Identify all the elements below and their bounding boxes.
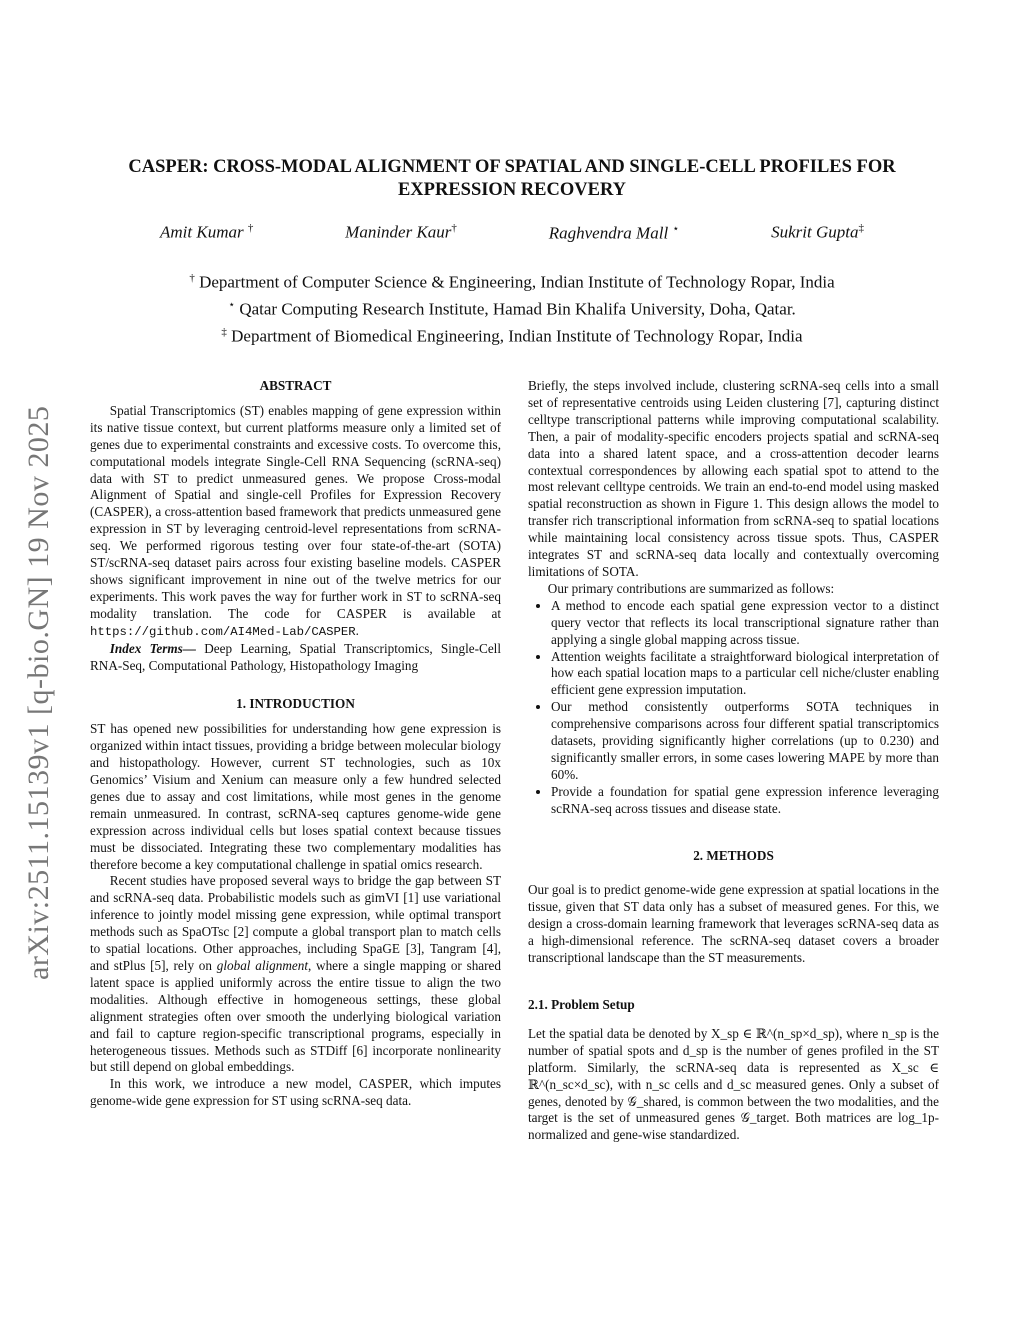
paper-title: [80, 156, 944, 202]
list-item: • A method to encode each spatial gene expression vector to a distinct query vector that reflects its local transcriptional signature rather than applying a single global mapping across tissue.: [551, 598, 939, 649]
left-column: [90, 378, 501, 1110]
methods-paragraph: Our goal is to predict genome-wide gene expression at spatial locations in the tissue, given that ST data only has a subset of measured genes. For this, we design a cross-domain learning framework that leverages scRNA-seq data as a high-dimensional reference. The scRNA-seq dataset covers a broader transcriptional landscape than the ST measurements.: [528, 882, 939, 966]
affiliation: ‡ Department of Biomedical Engineering, Indian Institute of Technology Ropar, India: [221, 326, 803, 346]
methods-heading: 2. METHODS: [693, 847, 774, 863]
list-item: • Our method consistently outperforms SOTA techniques in comprehensive comparisons across four different spatial transcriptomics datasets, providing significantly higher correlations (up to 0.230) and significantly smaller errors, in some cases lowering MAPE by more than 60%.: [551, 699, 939, 784]
code-link[interactable]: https://github.com/AI4Med-Lab/CASPER: [90, 624, 356, 639]
right-column: [528, 378, 939, 1144]
contributions-list: [528, 598, 939, 818]
author: Sukrit Gupta‡: [771, 222, 864, 242]
intro-continuation: Briefly, the steps involved include, clustering scRNA-seq cells into a small set of representative centroids using Leiden clustering [7], capturing distinct celltype transcriptional patterns while improving computational scalability. Then, a pair of modality-specific encoders projects spatial and scRNA-seq data into a shared latent space, and a cross-attention decoder learns contextual correspondences by allowing each spatial spot to attend to the most relevant celltype centroids. We train an end-to-end model using masked spatial reconstruction as shown in Figure 1. This design allows the model to transfer rich transcriptional information from scRNA-seq to spatial locations while maintaining local consistency across tissue spots. Thus, CASPER integrates ST and scRNA-seq data locally and contextually overcoming limitations of SOTA.: [528, 378, 939, 579]
contributions-intro: Our primary contributions are summarized as follows:: [547, 580, 835, 596]
author-list: [160, 222, 864, 244]
affiliations: [80, 267, 944, 348]
list-item: • Attention weights facilitate a straightforward biological interpretation of how each spatial location maps to a particular cell niche/cluster enabling efficient gene expression imputation.: [551, 649, 939, 700]
abstract-body: Spatial Transcriptomics (ST) enables mapping of gene expression within its native tissue context, but current platforms measure only a limited set of genes due to experimental constraints and excessive costs. To overcome this, computational models integrate Single-Cell RNA Sequencing (scRNA-seq) data with ST to predict unmeasured genes. We propose Cross-modal Alignment of Spatial and single-cell Profiles for Expression Recovery (CASPER), a cross-attention based framework that predicts unmeasured gene expression in ST by leveraging centroid-level representations from scRNA-seq. We performed rigorous testing over four state-of-the-art (SOTA) ST/scRNA-seq dataset pairs across four existing baseline models. CASPER shows significant improvement in nine out of the twelve metrics for our experiments. This work paves the way for further work in ST to scRNA-seq modality translation. The code for CASPER is available at https://github.com/AI4Med-Lab/CASPER.: [90, 402, 501, 639]
affiliation: ⋆ Qatar Computing Research Institute, Hamad Bin Khalifa University, Doha, Qatar.: [228, 299, 796, 319]
intro-paragraph-2: Recent studies have proposed several ways to bridge the gap between ST and scRNA-seq data. Probabilistic models such as gimVI [1] use variational inference to jointly model missing gene expression, while optimal transport methods such as SpaOTsc [2] compute a global transport plan to match cells to spatial locations. Other approaches, including SpaGE [3], Tangram [4], and stPlus [5], rely on global alignment, where a single mapping or shared latent space is applied uniformly across the entire tissue to align the two modalities. Although effective in homogeneous settings, these global alignment strategies often over smooth the underlying biological variation and fail to capture region-specific transcriptional programs, especially in heterogeneous tissues. Methods such as STDiff [6] incorporate nonlinearity but still depend on global embeddings.: [90, 873, 501, 1075]
intro-paragraph-3: In this work, we introduce a new model, CASPER, which imputes genome-wide gene expression for ST using scRNA-seq data.: [90, 1076, 501, 1109]
author: Amit Kumar †: [160, 222, 254, 242]
list-item: • Provide a foundation for spatial gene expression inference leveraging scRNA-seq across tissues and disease state.: [551, 784, 939, 818]
problem-setup-paragraph: Let the spatial data be denoted by X_sp ∈ ℝ^(n_sp×d_sp), where n_sp is the number of spatial spots and d_sp is the number of genes profiled in the ST platform. Similarly, the scRNA-seq data is represented as X_sc ∈ ℝ^(n_sc×d_sc), with n_sc cells and d_sc measured genes. Only a subset of genes, denoted by 𝒢_shared, is common between the two modalities, and the target is the set of unmeasured genes 𝒢_target. Both matrices are log_1p-normalized and gene-wise standardized.: [528, 1025, 939, 1143]
problem-setup-heading: 2.1. Problem Setup: [528, 997, 635, 1012]
arxiv-stamp: arXiv:2511.15139v1 [q-bio.GN] 19 Nov 2025: [22, 405, 55, 980]
title-line-1: CASPER: CROSS-MODAL ALIGNMENT OF SPATIAL AND SINGLE-CELL PROFILES FOR: [128, 157, 896, 177]
intro-heading: 1. INTRODUCTION: [236, 696, 355, 712]
index-terms: Index Terms— Deep Learning, Spatial Transcriptomics, Single-Cell RNA-Seq, Computational Pathology, Histopathology Imaging: [90, 640, 501, 673]
abstract-heading: ABSTRACT: [259, 378, 332, 393]
affiliation: † Department of Computer Science & Engineering, Indian Institute of Technology Ropar, India: [189, 272, 835, 292]
author: Maninder Kaur†: [345, 222, 457, 242]
title-line-2: EXPRESSION RECOVERY: [397, 180, 627, 200]
author: Raghvendra Mall ⋆: [548, 223, 680, 243]
intro-paragraph-1: ST has opened new possibilities for understanding how gene expression is organized within intact tissues, providing a bridge between molecular biology and histopathology. However, current ST technologies, such as 10x Genomics’ Visium and Xenium can measure only a few hundred selected genes due to assay and cost limitations, while most genes in the genome remain unmeasured. In contrast, scRNA-seq captures genome-wide gene expression across individual cells but loses spatial context because tissues must be dissociated. Integrating these two complementary modalities has therefore become a key computational challenge in spatial omics research.: [90, 721, 501, 872]
